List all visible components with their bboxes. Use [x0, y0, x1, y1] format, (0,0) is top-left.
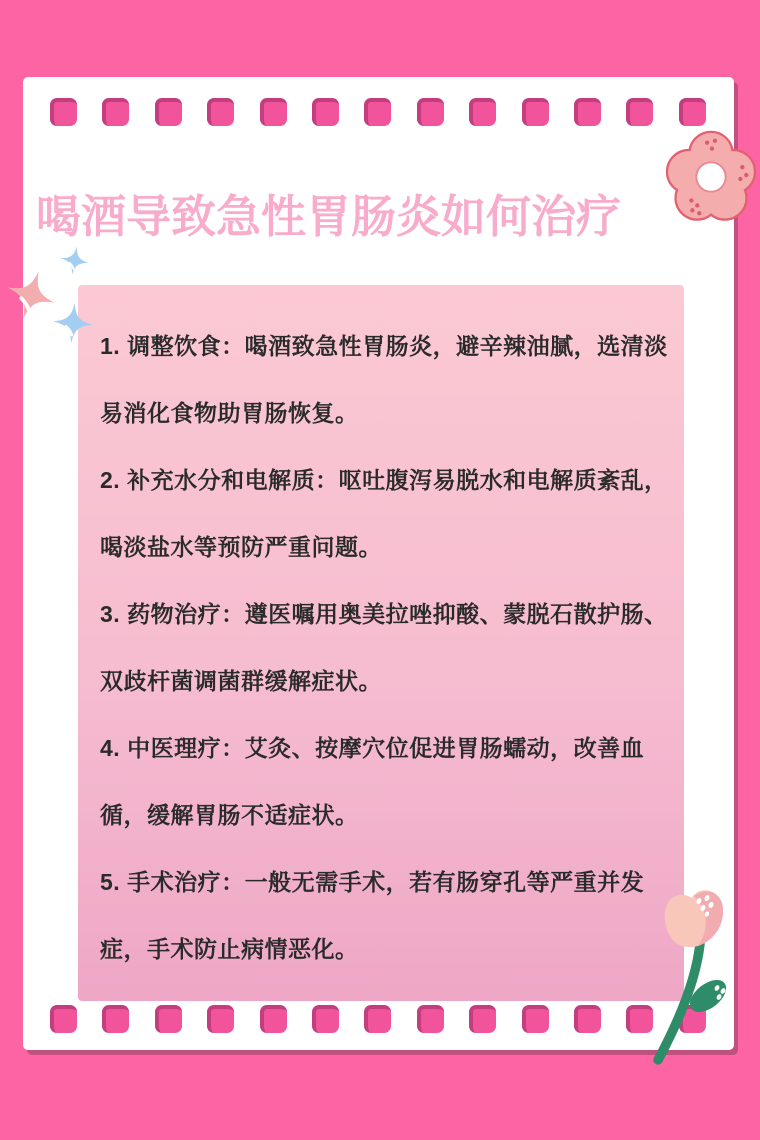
- film-hole-icon: [102, 98, 129, 126]
- film-hole-icon: [469, 98, 496, 126]
- film-hole-icon: [312, 98, 339, 126]
- list-item: 1. 调整饮食：喝酒致急性胃肠炎，避辛辣油腻，选清淡易消化食物助胃肠恢复。: [100, 333, 668, 426]
- film-hole-icon: [260, 1005, 287, 1033]
- list-item: 5. 手术治疗：一般无需手术，若有肠穿孔等严重并发症，手术防止病情恶化。: [100, 869, 645, 962]
- list-item: 4. 中医理疗：艾灸、按摩穴位促进胃肠蠕动，改善血循，缓解胃肠不适症状。: [100, 735, 645, 828]
- film-hole-icon: [417, 1005, 444, 1033]
- film-strip-top: [50, 98, 706, 126]
- film-hole-icon: [522, 98, 549, 126]
- film-hole-icon: [155, 1005, 182, 1033]
- film-hole-icon: [102, 1005, 129, 1033]
- film-hole-icon: [469, 1005, 496, 1033]
- film-hole-icon: [417, 98, 444, 126]
- film-hole-icon: [364, 98, 391, 126]
- film-hole-icon: [260, 98, 287, 126]
- film-strip-bottom: [50, 1005, 706, 1033]
- list-item: 2. 补充水分和电解质：呕吐腹泻易脱水和电解质紊乱，喝淡盐水等预防严重问题。: [100, 467, 668, 560]
- content-box: [78, 285, 684, 1001]
- film-hole-icon: [626, 98, 653, 126]
- film-hole-icon: [155, 98, 182, 126]
- film-hole-icon: [50, 98, 77, 126]
- film-hole-icon: [626, 1005, 653, 1033]
- film-hole-icon: [574, 1005, 601, 1033]
- card: [23, 77, 734, 1050]
- film-hole-icon: [574, 98, 601, 126]
- list-item: 3. 药物治疗：遵医嘱用奥美拉唑抑酸、蒙脱石散护肠、双歧杆菌调菌群缓解症状。: [100, 601, 668, 694]
- film-hole-icon: [312, 1005, 339, 1033]
- film-hole-icon: [679, 1005, 706, 1033]
- film-hole-icon: [50, 1005, 77, 1033]
- film-hole-icon: [207, 98, 234, 126]
- film-hole-icon: [207, 1005, 234, 1033]
- page-title: 喝酒导致急性胃肠炎如何治疗: [36, 191, 622, 242]
- film-hole-icon: [679, 98, 706, 126]
- film-hole-icon: [522, 1005, 549, 1033]
- film-hole-icon: [364, 1005, 391, 1033]
